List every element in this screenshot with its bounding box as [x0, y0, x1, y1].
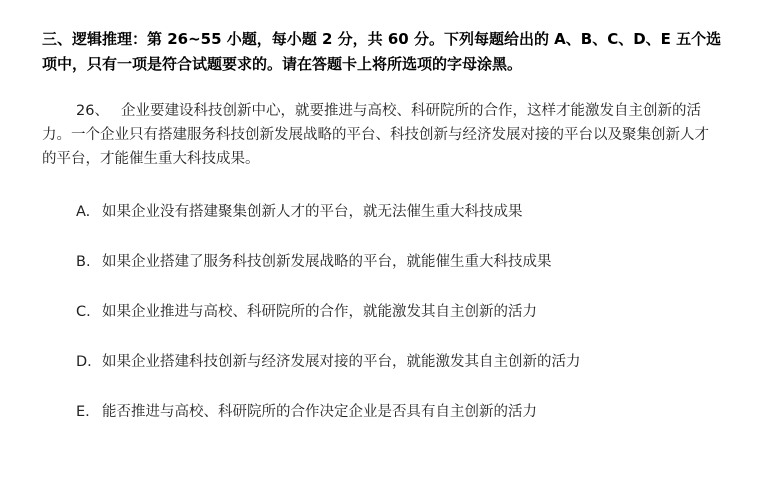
- option-b-letter: B.: [76, 254, 91, 270]
- option-d-text: 如果企业搭建科技创新与经济发展对接的平台，就能激发其自主创新的活力: [102, 354, 581, 370]
- option-a: [76, 202, 736, 222]
- option-c-letter: C.: [76, 304, 91, 320]
- question-stem-block: [42, 99, 722, 171]
- section-header: 三、逻辑推理：第 26~55 小题，每小题 2 分，共 60 分。下列每题给出的 A、B、C、D、E 五个选项中，只有一项是符合试题要求的。请在答题卡上将所选项的字母涂黑。: [42, 30, 722, 73]
- question-stem: 企业要建设科技创新中心，就要推进与高校、科研院所的合作，这样才能激发自主创新的活力。一个企业只有搭建服务科技创新发展战略的平台、科技创新与经济发展对接的平台以及聚集创新人才的平台，才能催生重大科技成果。: [42, 103, 709, 167]
- option-e-text: 能否推进与高校、科研院所的合作决定企业是否具有自主创新的活力: [102, 404, 537, 420]
- option-a-text: 如果企业没有搭建聚集创新人才的平台，就无法催生重大科技成果: [102, 204, 523, 220]
- option-a-letter: A.: [76, 204, 91, 220]
- option-e: [76, 402, 736, 422]
- question-number: 26、: [76, 103, 109, 119]
- option-e-letter: E.: [76, 404, 90, 420]
- option-c: [76, 302, 736, 322]
- option-d-letter: D.: [76, 354, 92, 370]
- option-b-text: 如果企业搭建了服务科技创新发展战略的平台，就能催生重大科技成果: [102, 254, 552, 270]
- option-c-text: 如果企业推进与高校、科研院所的合作，就能激发其自主创新的活力: [102, 304, 537, 320]
- option-d: [76, 352, 736, 372]
- option-b: [76, 252, 736, 272]
